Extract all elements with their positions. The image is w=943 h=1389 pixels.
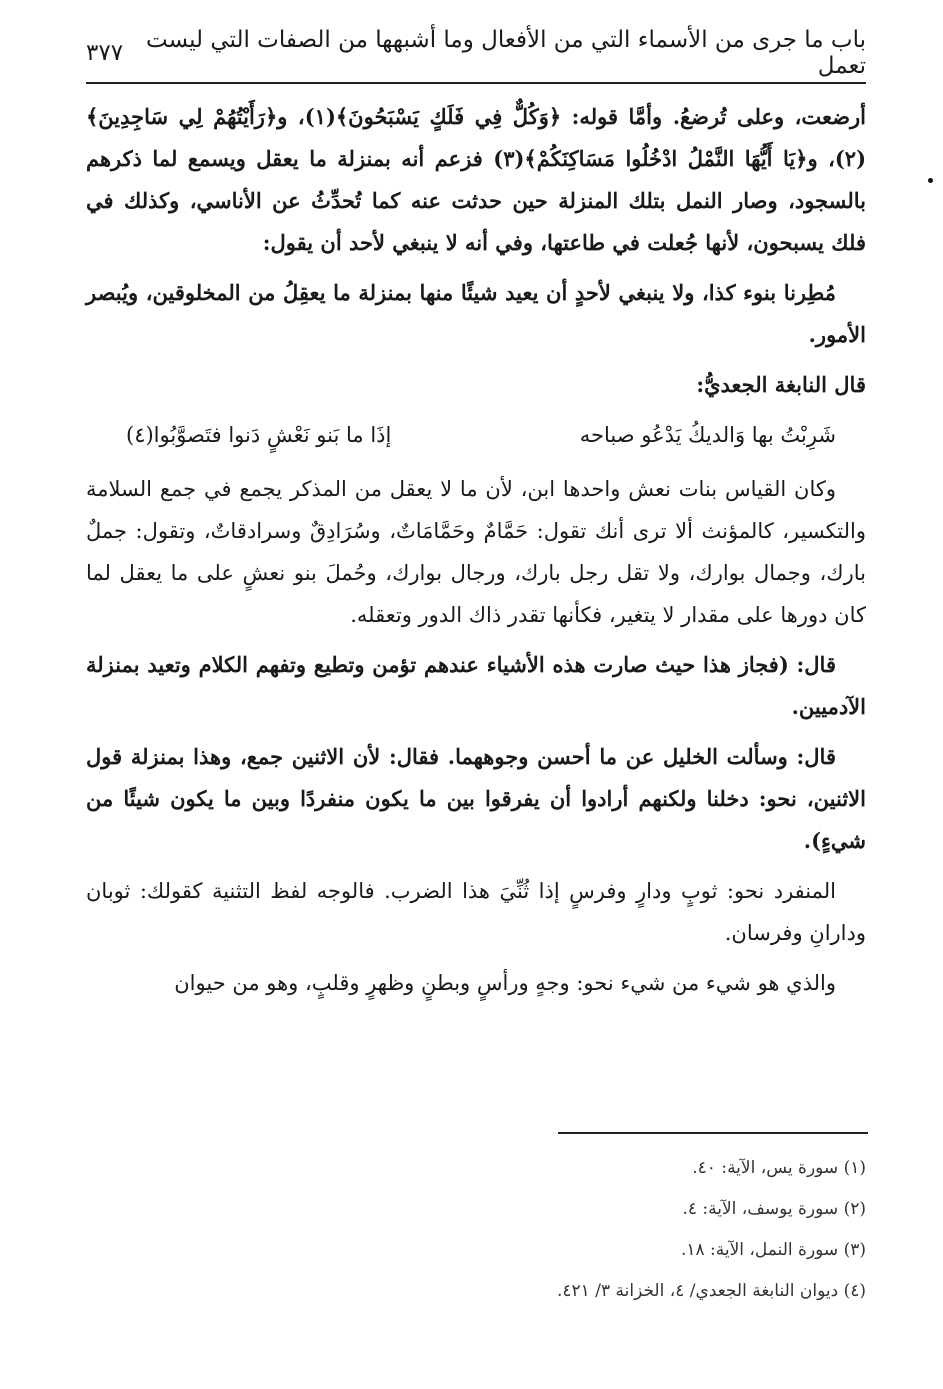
paragraph: قال: (فجاز هذا حيث صارت هذه الأشياء عندهم تؤمن وتطيع وتفهم الكلام وتعيد بمنزلة الآدميين. [86,652,866,719]
footnote: (٢) سورة يوسف، الآية: ٤. [682,1199,866,1219]
verse-line [86,414,866,456]
footnote: (١) سورة يس، الآية: ٤٠. [692,1158,866,1178]
footnote: (٣) سورة النمل، الآية: ١٨. [680,1240,866,1260]
header-divider [86,82,866,84]
footnotes [300,1148,866,1312]
verse-first-hemistich: شَرِبْتُ بها وَالديكُ يَدْعُو صباحه [579,423,836,447]
paragraph: والذي هو شيء من شيء نحو: وجهٍ ورأسٍ وبطنٍ وظهرٍ وقلبٍ، وهو من حيوان [174,971,836,995]
header-title: باب ما جرى من الأسماء التي من الأفعال وما أشبهها من الصفات التي ليست تعمل [146,27,866,79]
page-number: ٣٧٧ [86,40,124,66]
paragraph: قال: وسألت الخليل عن ما أحسن وجوههما. فقال: لأن الاثنين جمع، وهذا بمنزلة قول الاثنين، نحو: دخلنا ولكنهم أرادوا أن يفرقوا بين ما يكون منفردًا وبين ما يكون شيئًا من شيءٍ). [86,744,866,853]
paragraph: مُطِرنا بنوء كذا، ولا ينبغي لأحدٍ أن يعيد شيئًا منها بمنزلة ما يعقِلُ من المخلوقين، ويُبصر الأمور. [86,280,866,347]
running-header [86,27,866,79]
poet-introduction: قال النابغة الجعديُّ: [696,372,866,397]
paragraph: المنفرد نحو: ثوبٍ ودارٍ وفرسٍ إذا ثُنِّيَ هذا الضرب. فالوجه لفظ التثنية كقولك: ثوبان ودارانِ وفرسان. [86,879,866,945]
footnote: (٤) ديوان النابغة الجعدي/ ٤، الخزانة ٣/ ٤٢١. [557,1281,866,1301]
paragraph: أرضعت، وعلى تُرضعُ. وأمَّا قوله: ﴿وَكُلٌّ فِي فَلَكٍ يَسْبَحُونَ﴾(١)، و﴿رَأَيْتُهُمْ لِي سَاجِدِينَ﴾(٢)، و﴿يَا أَيُّهَا النَّمْلُ ادْخُلُوا مَسَاكِنَكُمْ﴾(٣) فزعم أنه بمنزلة ما يعقل ويسمع لما ذكرهم بالسجود، وصار النمل بتلك المنزلة حين حدثت عنه كما تُحدِّثُ عن الأناسي، وكذلك في فلك يسبحون، لأنها جُعلت في طاعتها، وفي أنه لا ينبغي لأحد أن يقول: [86,104,867,255]
main-text [86,96,866,1012]
paragraph: وكان القياس بنات نعش واحدها ابن، لأن ما لا يعقل من المذكر يجمع في جمع السلامة والتكسير، كالمؤنث ألا ترى أنك تقول: حَمَّامٌ وحَمَّامَاتٌ، وسُرَادِقٌ وسرادقاتٌ، وتقول: جملٌ بارك، وجمال بوارك، ولا تقل رجل بارك، ورجال بوارك، وحُملَ بنو نعشٍ على ما يعقل لما كان دورها على مقدار لا يتغير، فكأنها تقدر ذاك الدور وتعقله. [86,477,866,627]
margin-dot [928,178,933,183]
footnote-divider [558,1132,868,1134]
verse-second-hemistich: إذَا ما بَنو نَعْشٍ دَنوا فتَصوَّبُوا(٤) [126,423,392,447]
